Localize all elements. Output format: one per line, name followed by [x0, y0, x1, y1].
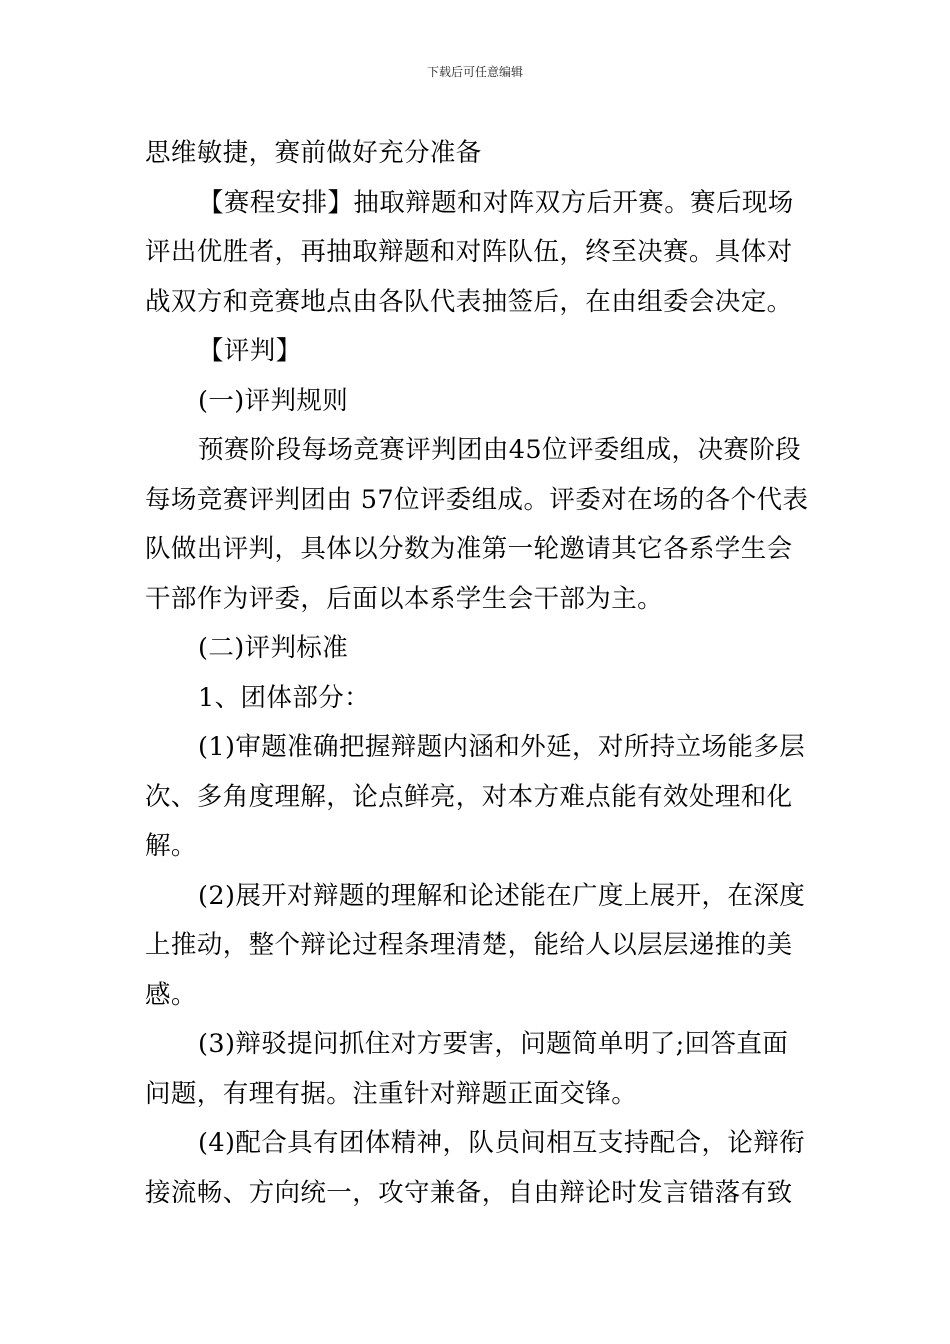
body-line: 队做出评判，具体以分数为准第一轮邀请其它各系学生会 — [145, 534, 793, 564]
body-line: 1、团体部分： — [198, 682, 371, 713]
body-line: (1)审题准确把握辩题内涵和外延，对所持立场能多层 — [198, 732, 806, 762]
body-line: 问题，有理有据。注重针对辩题正面交锋。 — [145, 1078, 638, 1109]
page-header: 下载后可任意编辑 — [426, 65, 523, 79]
body-line: 【评判】 — [198, 336, 302, 366]
body-line: 评出优胜者，再抽取辩题和对阵队伍，终至决赛。具体对 — [145, 237, 793, 267]
body-line: 感。 — [145, 979, 197, 1010]
document-body — [145, 129, 811, 1218]
body-line: (二)评判标准 — [198, 633, 349, 663]
body-line: 预赛阶段每场竞赛评判团由45位评委组成，决赛阶段 — [198, 435, 802, 465]
body-line: 上推动，整个辩论过程条理清楚，能给人以层层递推的美 — [145, 930, 793, 960]
body-line: (4)配合具有团体精神，队员间相互支持配合，论辩衔 — [198, 1128, 806, 1158]
body-line: 次、多角度理解，论点鲜亮，对本方难点能有效处理和化 — [145, 781, 793, 812]
body-line: 思维敏捷，赛前做好充分准备 — [145, 138, 482, 168]
body-line: (一)评判规则 — [198, 385, 349, 416]
body-line: 【赛程安排】抽取辩题和对阵双方后开赛。赛后现场 — [198, 187, 794, 218]
body-line: 每场竞赛评判团由 57位评委组成。评委对在场的各个代表 — [145, 484, 809, 515]
body-line: 战双方和竞赛地点由各队代表抽签后，在由组委会决定。 — [145, 286, 793, 317]
body-line: (3)辩驳提问抓住对方要害，问题简单明了;回答直面 — [198, 1029, 789, 1059]
body-line: (2)展开对辩题的理解和论述能在广度上展开，在深度 — [198, 880, 806, 911]
body-line: 接流畅、方向统一，攻守兼备，自由辩论时发言错落有致 — [145, 1177, 793, 1208]
body-line: 干部作为评委，后面以本系学生会干部为主。 — [145, 583, 664, 614]
body-line: 解。 — [145, 831, 197, 861]
